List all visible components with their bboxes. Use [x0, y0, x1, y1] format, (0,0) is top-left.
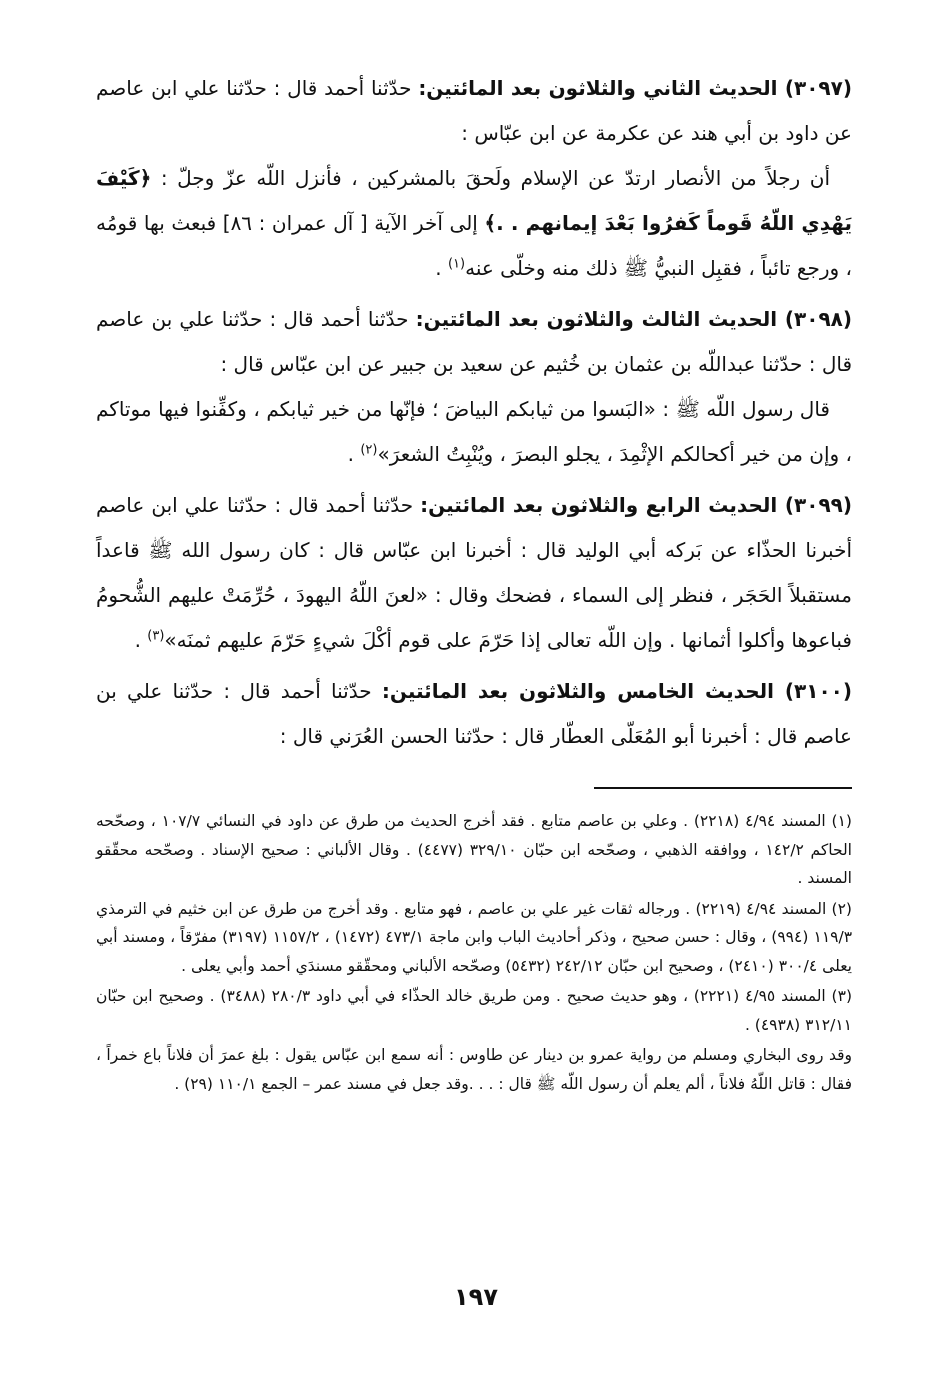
isnad-text: حدّثنا أحمد قال : حدّثنا علي بن عاصم قال : حدّثنا عبداللّه بن عثمان بن خُثيم عن سعيد بن جبير عن ابن عبّاس قال : [96, 307, 852, 376]
footnote-1: (١) المسند ٤/٩٤ (٢٢١٨) . وعلي بن عاصم متابع . فقد أخرج الحديث من طرق عن داود في النسائي ١٠٧/٧ ، وصحّحه الحاكم ١٤٢/٢ ، ووافقه الذهبي ، وصحّحه ابن حبّان ٣٢٩/١٠ (٤٤٧٧) . وقال الألباني : صحيح الإسناد . وصحّحه محقّقو المسند . [96, 812, 852, 887]
matn-text: قال رسول اللّه ﷺ : «البَسوا من ثيابكم البياضَ ؛ فإنّها من خير ثيابكم ، وكفِّنوا فيها موتاكم ، وإن من خير أكحالكم الإثْمِدَ ، يجلو البصرَ ، ويُنْبِتُ الشعرَ» [96, 397, 852, 466]
matn-text: إلى آخر الآية [ آل عمران : ٨٦] فبعث بها قومُه ، ورجع تائباً ، فقبِل النبيُّ ﷺ ذلك منه وخلّى عنه [96, 211, 852, 280]
footnote-2: (٢) المسند ٤/٩٤ (٢٢١٩) . ورجاله ثقات غير علي بن عاصم ، فهو متابع . وقد أخرج من طرق عن ابن خثيم في الترمذي ١١٩/٣ (٩٩٤) ، وقال : حسن صحيح ، وذكر أحاديث الباب وابن ماجة ٤٧٣/١ (١٤٧٢) ، ١١٥٧/٢ (٣١٩٧) مفرّقاً ، ومسند أبي يعلى ٣٠٠/٤ (٢٤١٠) ، وصحيح ابن حبّان ٢٤٢/١٢ (٥٤٣٢) وصحّحه الألباني ومحقّقو مسندَي أحمد وأبي يعلى . [96, 899, 853, 975]
hadith-heading: (٣٠٩٨) الحديث الثالث والثلاثون بعد المائتين: [415, 307, 852, 331]
matn-text: أن رجلاً من الأنصار ارتدّ عن الإسلام ولَحقَ بالمشركين ، فأنزل اللّه عزّ وجلّ : [151, 166, 830, 190]
hadith-heading: (٣٠٩٧) الحديث الثاني والثلاثون بعد المائتين: [418, 76, 852, 100]
isnad-text: حدّثنا أحمد قال : حدّثنا علي ابن عاصم أخبرنا الحذّاء عن بَركه أبي الوليد قال : أخبرنا ابن عبّاس قال : كان رسول الله ﷺ قاعداً مستقبلاً الحَجَر ، فنظر إلى السماء ، فضحك وقال : «لعنَ اللّهُ اليهودَ ، حُرِّمَتْ عليهم الشُّحومُ فباعوها وأكلوا أثمانها . وإن اللّه تعالى إذا حَرّمَ على قوم أكْلَ شيءٍ حَرّمَ عليهم ثمنَه» [96, 493, 852, 652]
isnad-text: حدّثنا أحمد قال : حدّثنا علي بن عاصم قال : أخبرنا أبو المُعَلّى العطّار قال : حدّثنا الحسن العُرَني قال : [96, 679, 852, 748]
hadith-heading: (٣١٠٠) الحديث الخامس والثلاثون بعد المائتين: [381, 679, 852, 703]
hadith-3098 [96, 297, 852, 477]
quran-verse: ﴿كَيْفَ يَهْدِي اللّهُ قَوماً كَفرُوا بَعْدَ إيمانهم . .﴾ [96, 166, 852, 235]
footnote-3: (٣) المسند ٤/٩٥ (٢٢٢١) ، وهو حديث صحيح . ومن طريق خالد الحذّاء في أبي داود ٢٨٠/٣ (٣٤٨٨) . وصحيح ابن حبّان ٣١٢/١١ (٤٩٣٨) . [96, 987, 852, 1034]
hadith-isnad [96, 669, 852, 759]
hadith-matn [96, 387, 852, 477]
matn-end: . [347, 442, 361, 466]
footnote-ref: (٢) [360, 442, 378, 458]
hadith-3100 [96, 669, 852, 759]
hadith-heading: (٣٠٩٩) الحديث الرابع والثلاثون بعد المائتين: [420, 493, 852, 517]
footnotes [96, 807, 852, 1098]
footnote-separator-wrap [96, 765, 852, 807]
page-number: ١٩٧ [454, 1283, 498, 1311]
isnad-text: حدّثنا أحمد قال : حدّثنا علي ابن عاصم عن داود بن أبي هند عن عكرمة عن ابن عبّاس : [96, 76, 852, 145]
hadith-matn [96, 156, 852, 291]
hadith-isnad [96, 297, 852, 387]
matn-end: . [435, 256, 448, 280]
hadith-isnad [96, 66, 852, 156]
footnote-ref: (٣) [147, 628, 165, 644]
matn-end: . [134, 628, 148, 652]
hadith-3097 [96, 66, 852, 291]
footnote-ref: (١) [447, 256, 466, 272]
footnote-separator [594, 787, 852, 789]
hadith-isnad [96, 483, 852, 663]
hadith-3099 [96, 483, 852, 663]
footnote-3-continued: وقد روى البخاري ومسلم من رواية عمرو بن دينار عن طاوس : أنه سمع ابن عبّاس يقول : بلغ عمرَ أن فلاناً باع خمراً ، فقال : قاتل اللّهُ فلاناً ، ألم يعلم أن رسول اللّه ﷺ قال : . . .وقد جعل في مسند عمر – الجمع ١١٠/١ (٢٩) . [96, 1046, 852, 1093]
